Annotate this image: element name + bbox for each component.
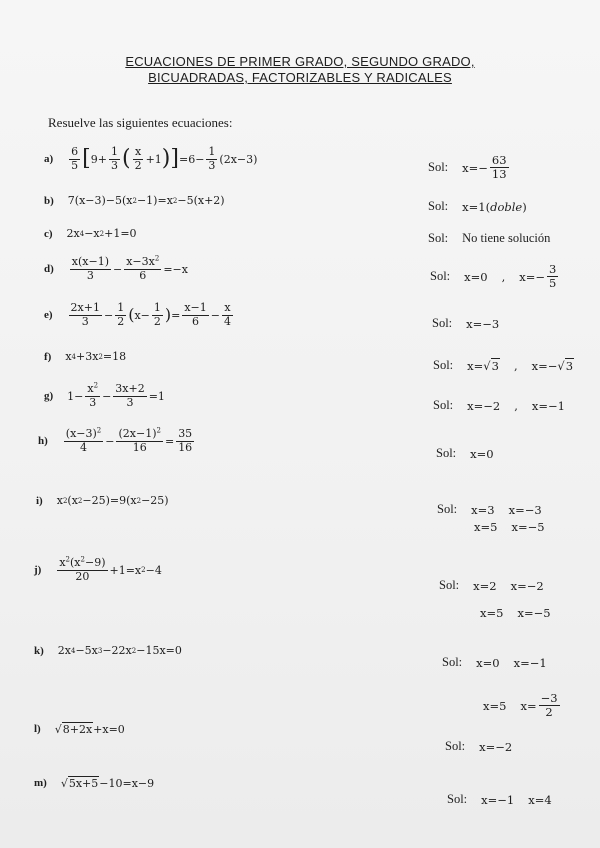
- equation: √ 8+2x +x=0: [54, 722, 125, 736]
- solution-d: [430, 263, 560, 290]
- exercise-label: c): [44, 227, 53, 240]
- exercise-label: e): [44, 309, 53, 322]
- instructions: Resuelve las siguientes ecuaciones:: [48, 115, 233, 130]
- solution-value: x=−3: [466, 316, 500, 331]
- sol-label: Sol:: [439, 578, 460, 592]
- exercise-label: l): [34, 723, 41, 735]
- exercise-label: a): [44, 153, 54, 166]
- exercise-h: [38, 428, 196, 454]
- title-line-2: BICUADRADAS, FACTORIZABLES Y RADICALES: [148, 70, 452, 85]
- solution-value: x=−2 , x=−1: [467, 398, 565, 413]
- solution-b: [428, 199, 527, 214]
- solution-h: [436, 446, 494, 461]
- solution-c: [428, 231, 550, 246]
- solution-k: [442, 655, 547, 670]
- sol-label: Sol:: [432, 316, 453, 330]
- solution-j-line2: x=5 x=−5: [480, 606, 551, 620]
- solution-value: x=−2: [479, 739, 513, 754]
- exercise-label: i): [36, 494, 43, 507]
- equation: $\frac{(x-3)^2}{4}$ − $\frac{(2x-1)^2}{16}$ = $\frac{35}{16}$: [65, 426, 193, 454]
- exercise-label: b): [44, 194, 54, 207]
- equation: $\frac{6}{5}$ [ 9+ $\frac{1}{3}$ ( $\frac{x}{2}$ +1 ) ] =6− $\frac{1}{3}$ (2x−3): [71, 145, 258, 172]
- solution-value: x=− $\frac{63}{13}$: [462, 153, 507, 182]
- solution-value: x=0 , x=− $\frac{3}{5}$: [464, 262, 557, 291]
- sol-label: Sol:: [447, 792, 468, 806]
- exercise-f: [44, 350, 126, 363]
- sol-label: Sol:: [430, 269, 451, 284]
- solution-value: x=1( doble ): [462, 199, 527, 214]
- exercise-i: [36, 494, 169, 507]
- exercise-label: d): [44, 263, 54, 276]
- equation: $\frac{x^2(x^2-9)}{20}$ +1=x 2 −4: [59, 555, 162, 583]
- solution-value: x=3 x=−3: [471, 502, 542, 517]
- solution-i-line2: x=5 x=−5: [474, 520, 545, 534]
- equation: 2x 4 −5x 3 −22x 2 −15x=0: [57, 644, 182, 657]
- exercise-l: [34, 722, 125, 736]
- sol-label: Sol:: [433, 398, 454, 412]
- exercise-label: m): [34, 777, 47, 789]
- sol-label: Sol:: [428, 231, 449, 245]
- solution-a: [428, 154, 511, 181]
- solution-i: [437, 502, 542, 517]
- solution-value: x=0: [470, 446, 494, 461]
- exercise-d: [44, 256, 188, 282]
- exercise-label: g): [44, 390, 54, 403]
- exercise-b: [44, 194, 225, 207]
- exercise-m: [34, 776, 154, 790]
- solution-j: [439, 578, 544, 593]
- exercise-e: [44, 302, 235, 328]
- solution-g: [433, 398, 565, 413]
- solution-value: x=√ 3 , x=−√ 3: [467, 358, 574, 373]
- exercise-label: f): [44, 350, 52, 363]
- solution-k-line2: x=5 x= $\frac{-3}{2}$: [483, 691, 558, 720]
- equation: x 2 (x 2 −25)=9(x 2 −25): [56, 494, 169, 507]
- solution-value: x=−1 x=4: [481, 792, 552, 807]
- title-line-1: ECUACIONES DE PRIMER GRADO, SEGUNDO GRADO,: [125, 54, 475, 69]
- sol-label: Sol:: [437, 502, 458, 516]
- equation: $\frac{x(x-1)}{3}$ − $\frac{x-3x^2}{6}$ =−x: [71, 254, 188, 282]
- sol-label: Sol:: [442, 655, 463, 669]
- exercise-label: h): [38, 435, 48, 448]
- exercise-j: [34, 557, 162, 583]
- exercise-c: [44, 227, 137, 240]
- solution-e: [432, 316, 499, 331]
- solution-f: [433, 358, 574, 373]
- exercise-a: [44, 146, 257, 172]
- sol-label: Sol:: [445, 739, 466, 753]
- exercise-g: [44, 383, 165, 409]
- exercise-label: j): [34, 564, 42, 577]
- equation: x 4 +3x 2 =18: [65, 350, 127, 363]
- sol-label: Sol:: [428, 160, 449, 175]
- equation: 7(x−3)−5(x 2 −1)=x 2 −5(x+2): [67, 194, 225, 207]
- equation: 1− $\frac{x^2}{3}$ − $\frac{3x+2}{3}$ =1: [67, 381, 165, 409]
- exercise-k: [34, 644, 182, 657]
- solution-value: x=0 x=−1: [476, 655, 547, 670]
- solution-m: [447, 792, 552, 807]
- solution-l: [445, 739, 512, 754]
- sol-label: Sol:: [428, 199, 449, 213]
- equation: 2x 4 −x 2 +1=0: [66, 227, 137, 240]
- equation: $\frac{2x+1}{3}$ − $\frac{1}{2}$ ( x− $\frac{1}{2}$ ) = $\frac{x-1}{6}$ − $\frac{x}{4}$: [70, 301, 231, 328]
- solution-value: x=2 x=−2: [473, 578, 544, 593]
- solution-value: No tiene solución: [462, 231, 551, 245]
- exercise-label: k): [34, 644, 44, 657]
- sol-label: Sol:: [433, 358, 454, 372]
- sol-label: Sol:: [436, 446, 457, 460]
- equation: √ 5x+5 −10=x−9: [60, 776, 155, 790]
